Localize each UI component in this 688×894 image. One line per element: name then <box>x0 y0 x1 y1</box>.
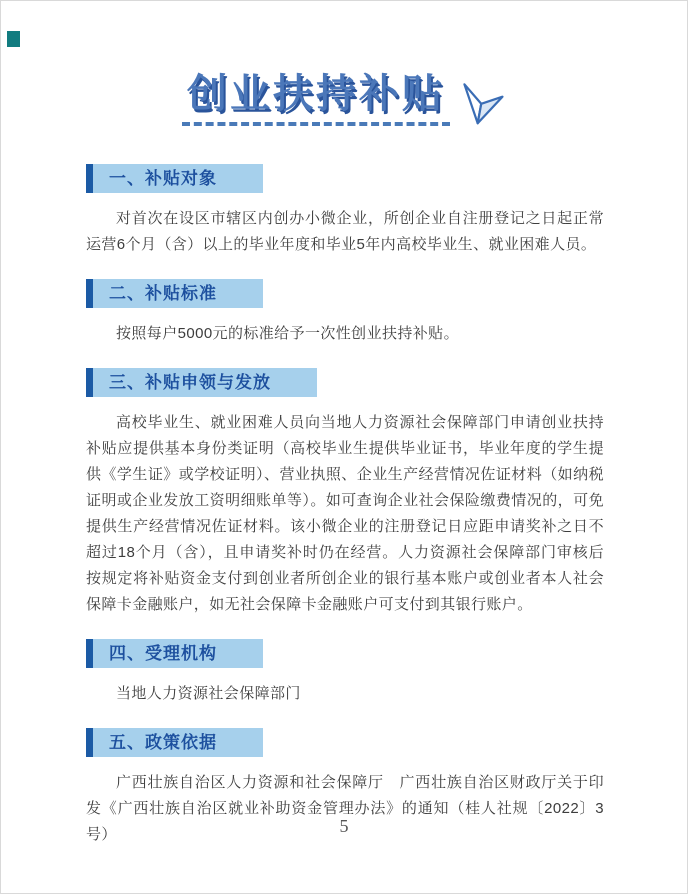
section-heading-label: 三、补贴申领与发放 <box>109 373 271 392</box>
section-heading <box>86 164 263 193</box>
page-title: 创业扶持补贴 <box>187 72 445 116</box>
section-heading-label: 二、补贴标准 <box>109 284 217 303</box>
title-column <box>182 71 450 126</box>
section-application-and-grant <box>86 368 604 618</box>
page-number: 5 <box>339 816 349 836</box>
section-subsidy-target <box>86 164 604 258</box>
section-subsidy-standard <box>86 279 604 347</box>
section-heading-label: 一、补贴对象 <box>109 169 217 188</box>
section-body: 当地人力资源社会保障部门 <box>116 685 301 702</box>
paper-plane-icon <box>460 77 506 132</box>
section-accepting-agency <box>86 639 604 707</box>
section-heading <box>86 368 317 397</box>
corner-mark <box>7 31 20 47</box>
section-body: 广西壮族自治区人力资源和社会保障厅 广西壮族自治区财政厅关于印发《广西壮族自治区就业补助资金管理办法》的通知（桂人社规〔2022〕3号） <box>86 774 604 843</box>
section-body: 高校毕业生、就业困难人员向当地人力资源社会保障部门申请创业扶持补贴应提供基本身份类证明（高校毕业生提供毕业证书，毕业年度的学生提供《学生证》或学校证明）、营业执照、企业生产经营情况佐证材料（如纳税证明或企业发放工资明细账单等）。如可查询企业社会保险缴费情况的，可免提供生产经营情况佐证材料。该小微企业的注册登记日应距申请奖补之日不超过18个月（含），且申请奖补时仍在经营。人力资源社会保障部门审核后按规定将补贴资金支付到创业者所创企业的银行基本账户或创业者本人社会保障卡金融账户，如无社会保障卡金融账户可支付到其银行账户。 <box>86 414 604 613</box>
section-body: 对首次在设区市辖区内创办小微企业，所创企业自注册登记之日起正常运营6个月（含）以上的毕业年度和毕业5年内高校毕业生、就业困难人员。 <box>86 210 604 253</box>
title-underline <box>182 122 450 126</box>
section-heading-label: 五、政策依据 <box>109 733 217 752</box>
section-heading <box>86 639 263 668</box>
document-content <box>1 132 687 848</box>
section-heading <box>86 728 263 757</box>
section-body: 按照每户5000元的标准给予一次性创业扶持补贴。 <box>116 325 459 342</box>
title-block <box>1 71 687 132</box>
section-heading <box>86 279 263 308</box>
section-heading-label: 四、受理机构 <box>109 644 217 663</box>
